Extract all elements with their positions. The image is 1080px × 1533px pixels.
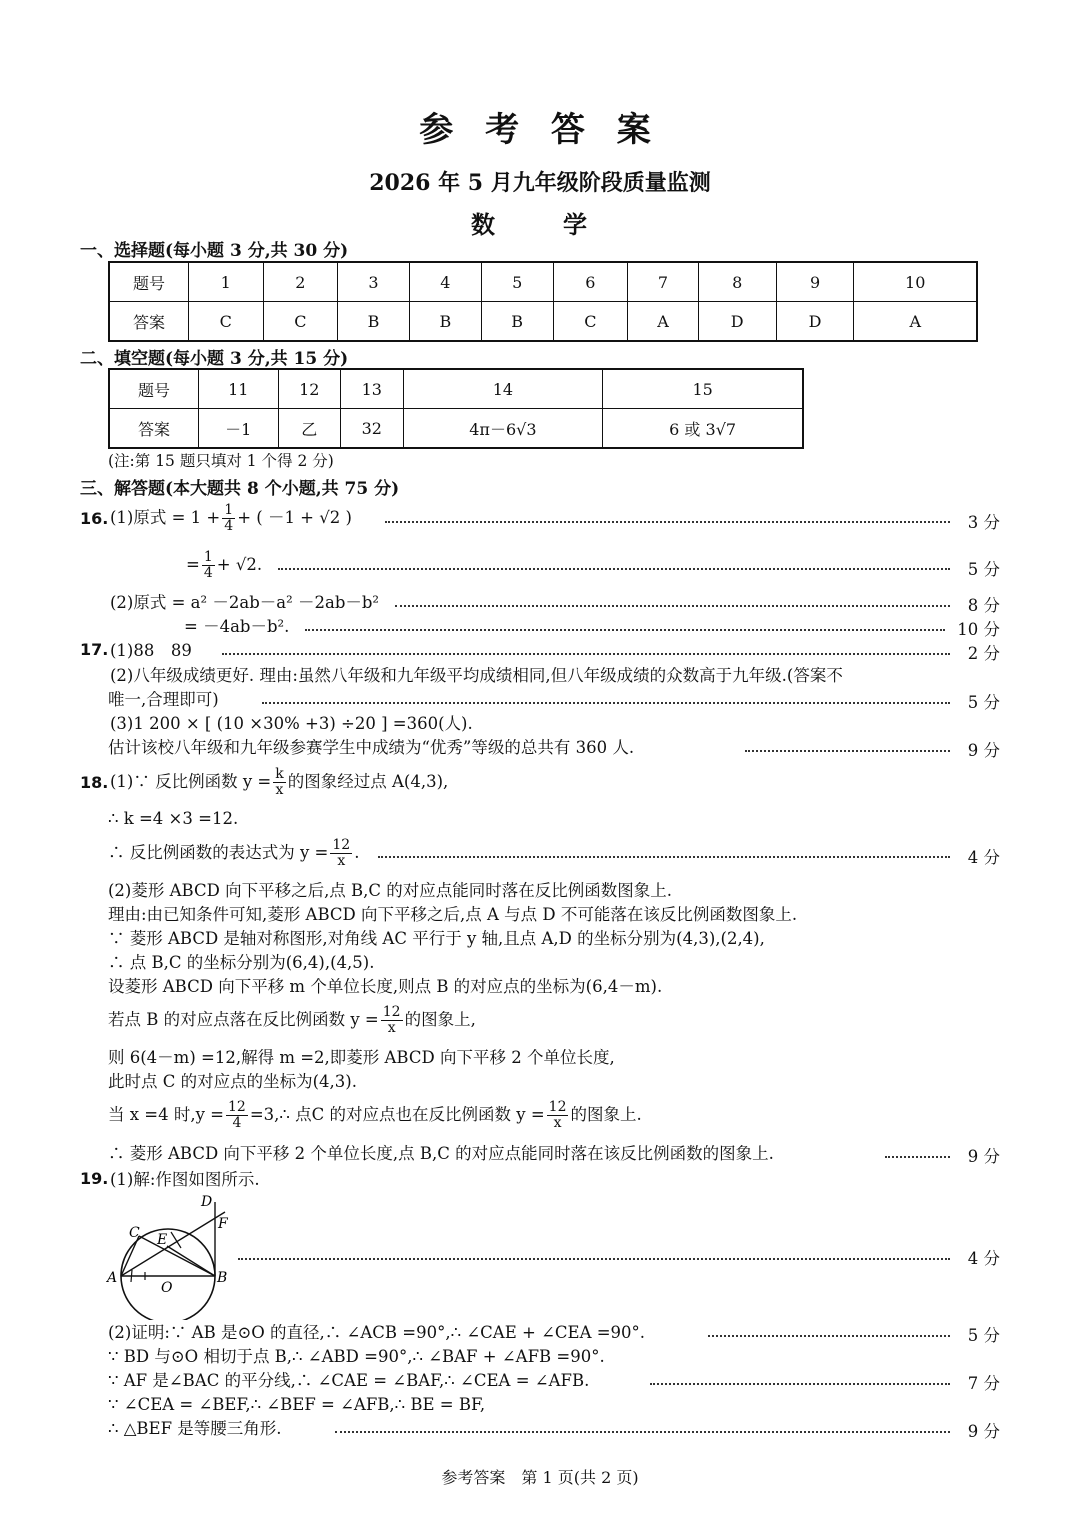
label-d: D (201, 1194, 213, 1210)
question-number: 16. (80, 509, 109, 528)
geometry-figure (105, 1190, 240, 1320)
section-fill-heading: 二、填空题(每小题 3 分,共 15 分) (80, 349, 349, 369)
table-cell: 15 (603, 369, 803, 409)
denominator: 4 (224, 518, 234, 534)
table-row (109, 262, 977, 302)
q19-line-4: ∵ AF 是∠BAC 的平分线,∴ ∠CAE = ∠BAF,∴ ∠CEA = ∠AFB. (108, 1371, 590, 1390)
leader-dots (708, 1333, 950, 1337)
q16-line-2 (186, 550, 262, 581)
score: 5 分 (967, 1326, 1000, 1345)
score: 4 分 (967, 848, 1000, 867)
numerator: k (275, 766, 284, 782)
denominator: x (387, 1020, 396, 1036)
table-cell: 1 (189, 262, 264, 302)
leader-dots (385, 519, 950, 523)
q18-line-13: ∴ 菱形 ABCD 向下平移 2 个单位长度,点 B,C 的对应点能同时落在该反比例函数的图象上. (108, 1144, 774, 1163)
table-cell: 8 (698, 262, 776, 302)
score: 5 分 (967, 693, 1000, 712)
text: + ( －1 + √2 ) (237, 508, 352, 527)
table-row (109, 302, 977, 342)
page-title: 参 考 答 案 (419, 110, 661, 150)
row-label: 题号 (109, 262, 189, 302)
text: + √2. (216, 555, 263, 574)
question-number: 17. (80, 640, 109, 659)
table-cell: 3 (338, 262, 410, 302)
q17-line-4: (3)1 200 × [ (10 ×30% +3) ÷20 ] =360(人). (110, 714, 473, 733)
text: (1)原式 = 1 + (110, 508, 221, 527)
q17-line-1: (1)88 89 (110, 641, 192, 660)
fill-note: (注:第 15 题只填对 1 个得 2 分) (108, 452, 334, 470)
question-number: 19. (80, 1169, 109, 1188)
question-number: 18. (80, 773, 109, 792)
score: 7 分 (967, 1374, 1000, 1393)
numerator: 12 (548, 1099, 567, 1115)
q16-line-3: (2)原式 = a² －2ab－a² －2ab－b² (110, 593, 380, 612)
q19-line-2: (2)证明:∵ AB 是⊙O 的直径,∴ ∠ACB =90°,∴ ∠CAE + ∠CEA =90°. (108, 1323, 646, 1342)
section-solve-heading: 三、解答题(本大题共 8 个小题,共 75 分) (80, 479, 400, 499)
q18-line-1 (110, 767, 448, 798)
table-cell: 14 (403, 369, 603, 409)
row-label: 答案 (109, 302, 189, 342)
score: 8 分 (967, 596, 1000, 615)
table-cell: 2 (263, 262, 338, 302)
q18-line-4: (2)菱形 ABCD 向下平移之后,点 B,C 的对应点能同时落在反比例函数图象上. (108, 881, 673, 900)
q18-line-10: 则 6(4－m) =12,解得 m =2,即菱形 ABCD 向下平移 2 个单位长度, (108, 1048, 615, 1067)
score: 9 分 (967, 1422, 1000, 1441)
leader-dots (305, 627, 945, 631)
table-cell: A (628, 302, 699, 342)
text: . (354, 843, 360, 862)
label-b: B (217, 1270, 228, 1286)
q19-line-6: ∴ △BEF 是等腰三角形. (108, 1419, 282, 1438)
table-cell: 9 (776, 262, 854, 302)
score: 2 分 (967, 644, 1000, 663)
leader-dots (222, 651, 950, 655)
q18-line-3 (108, 838, 359, 869)
table-cell: 7 (628, 262, 699, 302)
leader-dots (745, 748, 950, 752)
q17-line-3: 唯一,合理即可) (108, 690, 219, 709)
leader-dots (885, 1154, 950, 1158)
text: 的图象上. (570, 1105, 642, 1124)
bisector-af (121, 1212, 225, 1276)
numerator: 12 (382, 1004, 401, 1020)
table-cell: 5 (481, 262, 553, 302)
q18-line-5: 理由:由已知条件可知,菱形 ABCD 向下平移之后,点 A 与点 D 不可能落在该反比例函数图象上. (108, 905, 798, 924)
score: 10 分 (957, 620, 1000, 639)
section-choice-heading: 一、选择题(每小题 3 分,共 30 分) (80, 241, 349, 261)
table-cell: D (776, 302, 854, 342)
circle-o (121, 1229, 215, 1320)
q18-line-9 (108, 1005, 476, 1036)
label-c: C (129, 1225, 140, 1241)
fraction (330, 838, 352, 869)
text: 的图象上, (404, 1010, 476, 1029)
score: 5 分 (967, 560, 1000, 579)
numerator: 12 (332, 837, 351, 853)
text: =3,∴ 点C 的对应点也在反比例函数 y = (249, 1105, 545, 1124)
fraction (222, 503, 235, 534)
denominator: x (275, 782, 284, 798)
table-cell: 10 (854, 262, 977, 302)
numerator: 1 (224, 502, 234, 518)
table-cell: C (553, 302, 628, 342)
table-cell: B (338, 302, 410, 342)
text: 的图象经过点 A(4,3), (287, 772, 449, 791)
text: (1)∵ 反比例函数 y = (110, 772, 272, 791)
label-f: F (218, 1216, 228, 1232)
leader-dots (395, 603, 950, 607)
choice-answer-table (108, 261, 978, 342)
fraction (381, 1005, 403, 1036)
table-cell: 乙 (278, 409, 340, 449)
table-cell: 13 (341, 369, 403, 409)
numerator: 12 (228, 1099, 246, 1115)
score: 9 分 (967, 741, 1000, 760)
exam-subtitle: 2026 年 5 月九年级阶段质量监测 (369, 170, 711, 196)
table-cell: 6 (553, 262, 628, 302)
leader-dots (335, 1429, 950, 1433)
table-cell: 4 (409, 262, 481, 302)
table-cell: 4π－6√3 (403, 409, 603, 449)
table-row (109, 409, 803, 449)
table-cell: C (263, 302, 338, 342)
leader-dots (238, 1256, 950, 1260)
label-a: A (107, 1270, 118, 1286)
numerator: 1 (203, 549, 213, 565)
q19-line-5: ∵ ∠CEA = ∠BEF,∴ ∠BEF = ∠AFB,∴ BE = BF, (108, 1395, 486, 1414)
leader-dots (378, 854, 950, 858)
q19-line-1: (1)解:作图如图所示. (110, 1170, 260, 1189)
fraction (202, 550, 215, 581)
tick-mark (131, 1270, 132, 1282)
table-cell: －1 (199, 409, 279, 449)
q18-line-6: ∵ 菱形 ABCD 是轴对称图形,对角线 AC 平行于 y 轴,且点 A,D 的坐标分别为(4,3),(2,4), (108, 929, 765, 948)
score: 4 分 (967, 1249, 1000, 1268)
text: 当 x =4 时,y = (108, 1105, 224, 1124)
q18-line-2: ∴ k =4 ×3 =12. (108, 809, 239, 828)
score: 9 分 (967, 1147, 1000, 1166)
denominator: x (337, 853, 346, 869)
q18-line-8: 设菱形 ABCD 向下平移 m 个单位长度,则点 B 的对应点的坐标为(6,4－m). (108, 977, 663, 996)
table-row (109, 369, 803, 409)
table-cell: B (481, 302, 553, 342)
table-cell: C (189, 302, 264, 342)
leader-dots (262, 700, 950, 704)
q16-line-1 (110, 503, 352, 534)
table-cell: 11 (199, 369, 279, 409)
score: 3 分 (967, 513, 1000, 532)
fill-answer-table (108, 368, 804, 449)
q18-line-12 (108, 1100, 642, 1131)
q18-line-7: ∴ 点 B,C 的坐标分别为(6,4),(4,5). (108, 953, 375, 972)
table-cell: A (854, 302, 977, 342)
table-cell: D (698, 302, 776, 342)
text: = (186, 555, 200, 574)
label-e: E (157, 1232, 168, 1248)
table-cell: 12 (278, 369, 340, 409)
fraction (273, 767, 285, 798)
fraction (226, 1100, 248, 1131)
q18-line-11: 此时点 C 的对应点的坐标为(4,3). (108, 1072, 357, 1091)
denominator: 4 (203, 565, 213, 581)
label-o: O (161, 1280, 173, 1296)
table-cell: 32 (341, 409, 403, 449)
row-label: 答案 (109, 409, 199, 449)
row-label: 题号 (109, 369, 199, 409)
subject-title: 数 学 (471, 210, 609, 239)
denominator: x (553, 1115, 562, 1131)
leader-dots (650, 1381, 950, 1385)
leader-dots (278, 566, 950, 570)
text: 若点 B 的对应点落在反比例函数 y = (108, 1010, 379, 1029)
q16-line-4: = －4ab－b². (184, 617, 290, 636)
table-cell: B (409, 302, 481, 342)
q17-line-2: (2)八年级成绩更好. 理由:虽然八年级和九年级平均成绩相同,但八年级成绩的众数高于九年级.(答案不 (110, 666, 843, 685)
page-footer: 参考答案 第 1 页(共 2 页) (441, 1468, 639, 1487)
text: ∴ 反比例函数的表达式为 y = (108, 843, 329, 862)
q19-line-3: ∵ BD 与⊙O 相切于点 B,∴ ∠ABD =90°,∴ ∠BAF + ∠AFB =90°. (108, 1347, 605, 1366)
table-cell: 6 或 3√7 (603, 409, 803, 449)
fraction (547, 1100, 569, 1131)
q17-line-5: 估计该校八年级和九年级参赛学生中成绩为“优秀”等级的总共有 360 人. (108, 738, 635, 757)
denominator: 4 (232, 1115, 242, 1131)
